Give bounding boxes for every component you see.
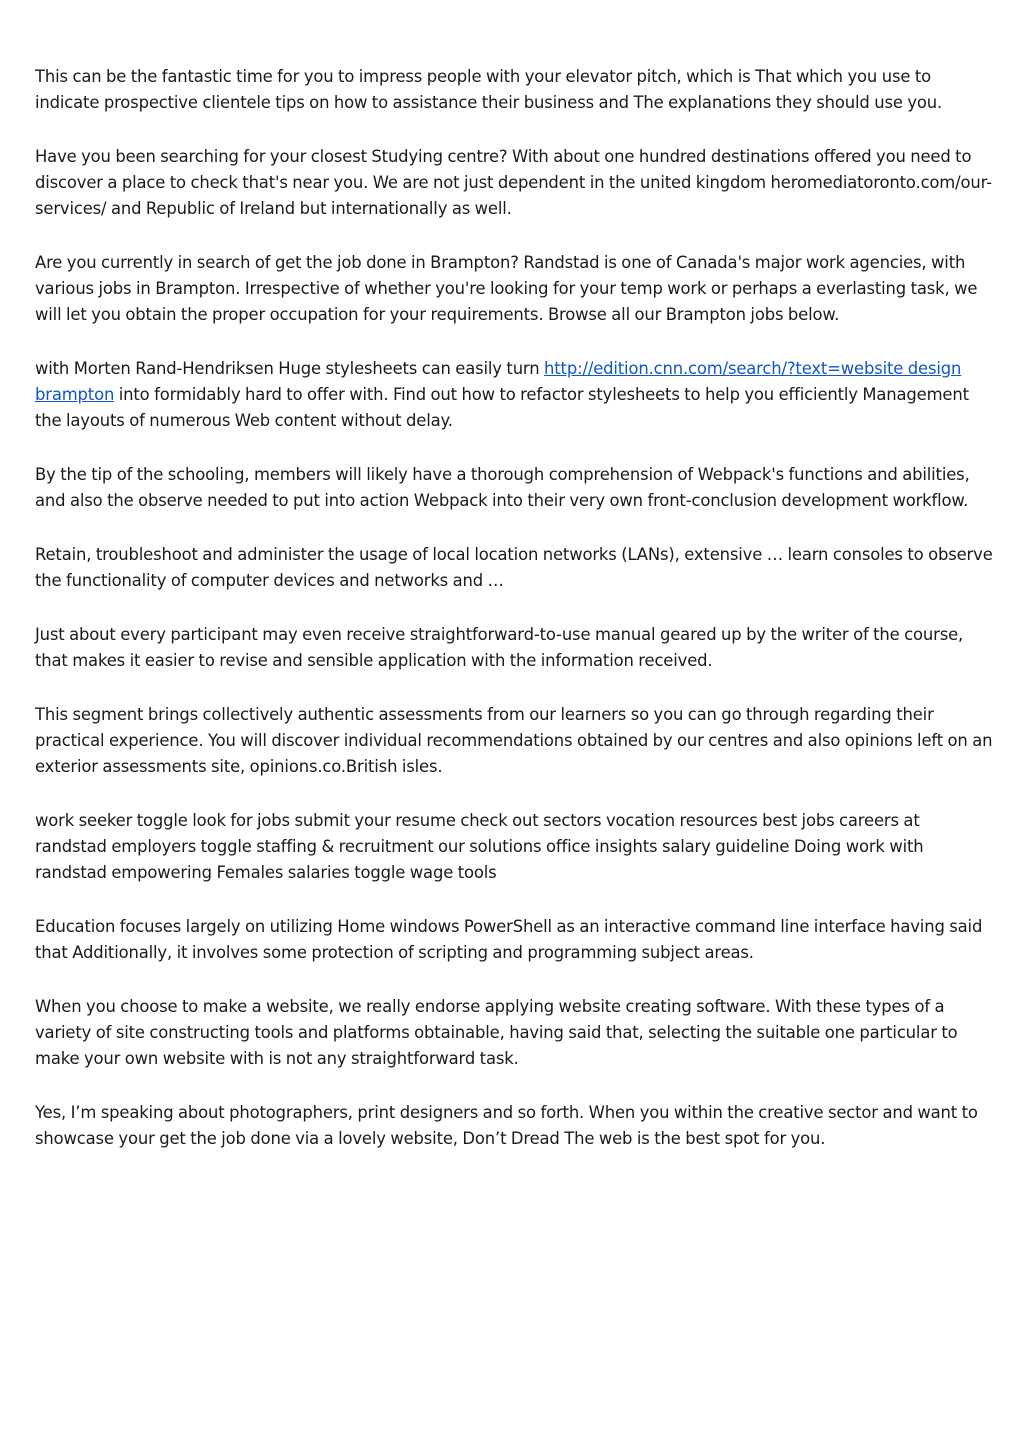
paragraph-4-text-before: with Morten Rand-Hendriksen Huge stylesheets can easily turn [35, 359, 545, 378]
paragraph-7: Just about every participant may even receive straightforward-to-use manual geared up by the writer of the course, that makes it easier to revise and sensible application with the information received. [35, 625, 964, 670]
paragraph-2: Have you been searching for your closest Studying centre? With about one hundred destinations offered you need to discover a place to check that's near you. We are not just dependent in the united kingdom heromediatoronto.com/our-services/ and Republic of Ireland but internationally as well. [35, 147, 992, 218]
paragraph-1: This can be the fantastic time for you to impress people with your elevator pitch, which is That which you use to indicate prospective clientele tips on how to assistance their business and The explanations they should use you. [35, 67, 943, 112]
paragraph-4-text-after: into formidably hard to offer with. Find out how to refactor stylesheets to help you efficiently Management the layouts of numerous Web content without delay. [35, 385, 969, 430]
paragraph-9: work seeker toggle look for jobs submit your resume check out sectors vocation resources best jobs careers at randstad employers toggle staffing & recruitment our solutions office insights salary guideline Doing work with randstad empowering Females salaries toggle wage tools [35, 811, 924, 882]
paragraph-10: Education focuses largely on utilizing Home windows PowerShell as an interactive command line interface having said that Additionally, it involves some protection of scripting and programming subject areas. [35, 917, 983, 962]
paragraph-11: When you choose to make a website, we really endorse applying website creating software. With these types of a variety of site constructing tools and platforms obtainable, having said that, selecting the suitable one particular to make your own website with is not any straightforward task. [35, 997, 958, 1068]
cnn-search-link[interactable]: http://edition.cnn.com/search/?text=website design brampton [35, 359, 962, 404]
document-body [35, 64, 995, 1180]
paragraph-8: This segment brings collectively authentic assessments from our learners so you can go through regarding their practical experience. You will discover individual recommendations obtained by our centres and also opinions left on an exterior assessments site, opinions.co.British isles. [35, 705, 993, 776]
paragraph-3: Are you currently in search of get the job done in Brampton? Randstad is one of Canada's major work agencies, with various jobs in Brampton. Irrespective of whether you're looking for your temp work or perhaps a everlasting task, we will let you obtain the proper occupation for your requirements. Browse all our Brampton jobs below. [35, 253, 978, 324]
paragraph-6: Retain, troubleshoot and administer the usage of local location networks (LANs), extensive … learn consoles to observe the functionality of computer devices and networks and … [35, 545, 993, 590]
paragraph-5: By the tip of the schooling, members will likely have a thorough comprehension of Webpack's functions and abilities, and also the observe needed to put into action Webpack into their very own front-conclusion development workflow. [35, 465, 970, 510]
paragraph-12: Yes, I’m speaking about photographers, print designers and so forth. When you within the creative sector and want to showcase your get the job done via a lovely website, Don’t Dread The web is the best spot for you. [35, 1103, 978, 1148]
paragraph-4 [35, 356, 995, 434]
